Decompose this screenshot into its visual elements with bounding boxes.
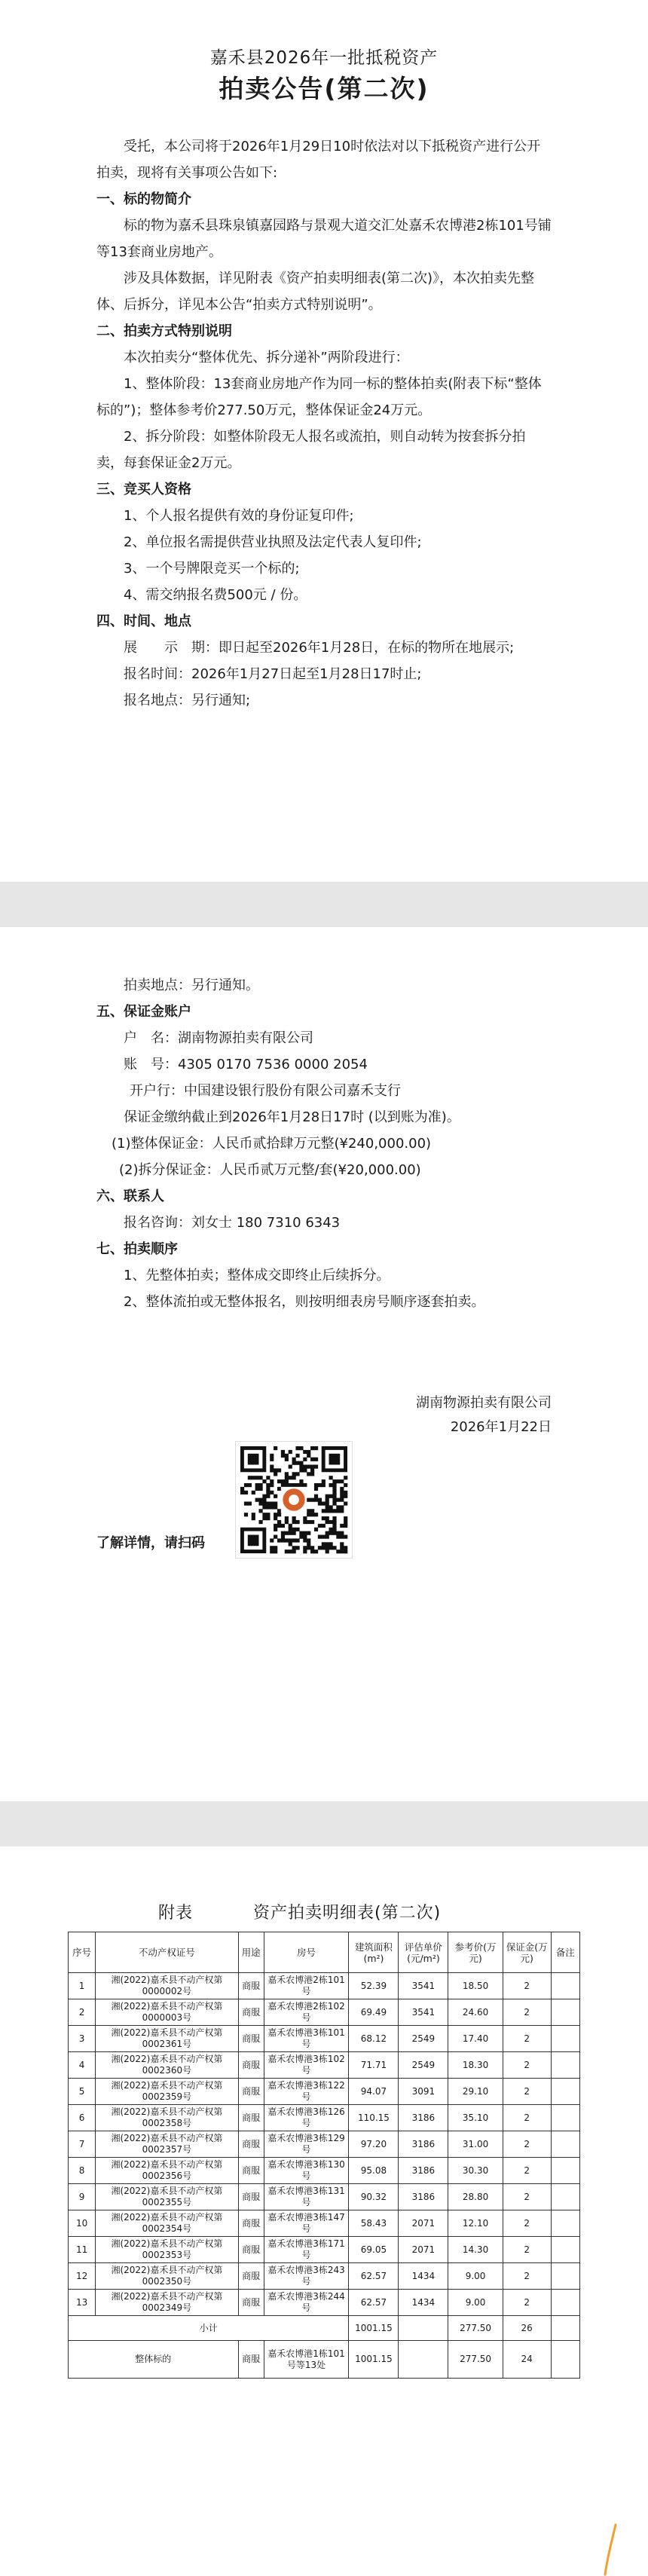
row-note [551, 2263, 579, 2290]
table-row [69, 2026, 580, 2052]
row-ref-price: 35.10 [448, 2105, 503, 2131]
row-use: 商服 [238, 2263, 264, 2290]
row-area: 110.15 [349, 2105, 399, 2131]
display-period: 展 示 期：即日起至2026年1月28日，在标的物所在地展示; [124, 640, 515, 656]
qr-code[interactable] [235, 1441, 353, 1559]
section-7-paragraph-1: 1、先整体拍卖；整体成交即终止后续拆分。 [124, 1268, 390, 1283]
row-room: 嘉禾农博港3栋171号 [264, 2237, 349, 2263]
row-note [551, 2237, 579, 2263]
column-header: 评估单价(元/m²) [399, 1932, 448, 1973]
whole-lot-deposit: 24 [503, 2341, 551, 2379]
row-cert: 湘(2022)嘉禾县不动产权第0000002号 [96, 1973, 238, 1999]
notice-body-page2 [96, 972, 552, 1315]
row-note [551, 2026, 579, 2052]
column-header: 保证金(万元) [503, 1932, 551, 1973]
row-seq: 1 [69, 1973, 96, 1999]
whole-lot-room: 嘉禾农博港1栋101号等13处 [264, 2341, 349, 2379]
row-note [551, 2079, 579, 2105]
whole-lot-area: 1001.15 [349, 2341, 399, 2379]
row-room: 嘉禾农博港2栋101号 [264, 1973, 349, 1999]
row-note [551, 2105, 579, 2131]
row-note [551, 1999, 579, 2026]
row-unit-price: 3186 [399, 2131, 448, 2158]
subtotal-area: 1001.15 [349, 2316, 399, 2341]
subtotal-label: 小计 [69, 2316, 349, 2341]
row-unit-price: 3186 [399, 2105, 448, 2131]
section-2-paragraph-2: 1、整体阶段：13套商业房地产作为同一标的整体拍卖(附表下标“整体标的”)；整体参考价277.50万元，整体保证金24万元。 [96, 376, 542, 418]
row-room: 嘉禾农博港3栋130号 [264, 2158, 349, 2184]
appendix-title [158, 1900, 501, 1923]
subtotal-ref: 277.50 [448, 2316, 503, 2341]
table-row [69, 1999, 580, 2026]
row-area: 69.05 [349, 2237, 399, 2263]
row-use: 商服 [238, 1973, 264, 1999]
row-unit-price: 3541 [399, 1973, 448, 1999]
row-deposit: 2 [503, 1999, 551, 2026]
row-room: 嘉禾农博港3栋122号 [264, 2079, 349, 2105]
asset-table [68, 1932, 580, 2379]
row-area: 95.08 [349, 2158, 399, 2184]
row-area: 62.57 [349, 2290, 399, 2316]
table-row [69, 2158, 580, 2184]
row-seq: 5 [69, 2079, 96, 2105]
appendix-label: 附表 [158, 1904, 194, 1923]
row-seq: 13 [69, 2290, 96, 2316]
row-ref-price: 24.60 [448, 1999, 503, 2026]
row-unit-price: 3186 [399, 2158, 448, 2184]
notice-body-page1 [96, 133, 552, 714]
row-cert: 湘(2022)嘉禾县不动产权第0002358号 [96, 2105, 238, 2131]
row-seq: 12 [69, 2263, 96, 2290]
signature-block [416, 1391, 552, 1439]
row-unit-price: 3541 [399, 1999, 448, 2026]
row-note [551, 2290, 579, 2316]
row-seq: 2 [69, 1999, 96, 2026]
account-name: 户 名：湖南物源拍卖有限公司 [124, 1030, 313, 1046]
row-cert: 湘(2022)嘉禾县不动产权第0002359号 [96, 2079, 238, 2105]
section-2-paragraph-1: 本次拍卖分“整体优先、拆分递补”两阶段进行： [124, 350, 409, 366]
row-cert: 湘(2022)嘉禾县不动产权第0002353号 [96, 2237, 238, 2263]
whole-lot-row [69, 2341, 580, 2379]
row-room: 嘉禾农博港3栋126号 [264, 2105, 349, 2131]
table-row [69, 2263, 580, 2290]
row-note [551, 2158, 579, 2184]
contact-line: 报名咨询：刘女士 180 7310 6343 [124, 1215, 341, 1231]
row-area: 58.43 [349, 2210, 399, 2237]
column-header: 房号 [264, 1932, 349, 1973]
row-seq: 3 [69, 2026, 96, 2052]
row-area: 94.07 [349, 2079, 399, 2105]
row-note [551, 2131, 579, 2158]
table-row [69, 2131, 580, 2158]
row-room: 嘉禾农博港3栋101号 [264, 2026, 349, 2052]
section-5-heading: 五、保证金账户 [96, 1004, 191, 1020]
page-gap [0, 882, 648, 927]
row-use: 商服 [238, 2290, 264, 2316]
section-1-paragraph-1: 标的物为嘉禾县珠泉镇嘉园路与景观大道交汇处嘉禾农博港2栋101号铺等13套商业房地产。 [96, 218, 552, 260]
row-deposit: 2 [503, 2026, 551, 2052]
row-cert: 湘(2022)嘉禾县不动产权第0002355号 [96, 2184, 238, 2210]
qr-caption: 了解详情，请扫码 [96, 1535, 205, 1551]
table-row [69, 2210, 580, 2237]
row-cert: 湘(2022)嘉禾县不动产权第0002354号 [96, 2210, 238, 2237]
registration-place: 报名地点：另行通知; [124, 693, 251, 708]
table-row [69, 2290, 580, 2316]
row-ref-price: 9.00 [448, 2290, 503, 2316]
whole-lot-label: 整体标的 [69, 2341, 239, 2379]
table-cell [551, 2316, 579, 2341]
row-deposit: 2 [503, 2263, 551, 2290]
row-use: 商服 [238, 2210, 264, 2237]
row-unit-price: 2071 [399, 2210, 448, 2237]
row-ref-price: 14.30 [448, 2237, 503, 2263]
section-2-heading: 二、拍卖方式特别说明 [96, 323, 232, 339]
column-header: 用途 [238, 1932, 264, 1973]
row-seq: 7 [69, 2131, 96, 2158]
row-deposit: 2 [503, 2210, 551, 2237]
row-area: 69.49 [349, 1999, 399, 2026]
section-1-paragraph-2: 涉及具体数据，详见附表《资产拍卖明细表(第二次)》，本次拍卖先整体、后拆分，详见本公告“拍卖方式特别说明”。 [96, 271, 535, 313]
pen-mark [599, 2523, 622, 2576]
row-cert: 湘(2022)嘉禾县不动产权第0002349号 [96, 2290, 238, 2316]
row-room: 嘉禾农博港3栋244号 [264, 2290, 349, 2316]
section-6-heading: 六、联系人 [96, 1189, 164, 1204]
row-room: 嘉禾农博港2栋102号 [264, 1999, 349, 2026]
row-area: 71.71 [349, 2052, 399, 2079]
list-item: 4、需交纳报名费500元 / 份。 [124, 587, 307, 603]
section-7-heading: 七、拍卖顺序 [96, 1241, 178, 1257]
row-use: 商服 [238, 2052, 264, 2079]
row-room: 嘉禾农博港3栋129号 [264, 2131, 349, 2158]
row-room: 嘉禾农博港3栋243号 [264, 2263, 349, 2290]
row-cert: 湘(2022)嘉禾县不动产权第0002360号 [96, 2052, 238, 2079]
row-area: 68.12 [349, 2026, 399, 2052]
row-deposit: 2 [503, 2052, 551, 2079]
row-use: 商服 [238, 2026, 264, 2052]
table-header-row [69, 1932, 580, 1973]
column-header: 不动产权证号 [96, 1932, 238, 1973]
row-seq: 11 [69, 2237, 96, 2263]
auction-place: 拍卖地点：另行通知。 [124, 977, 259, 993]
deposit-split: (2)拆分保证金：人民币贰万元整/套(¥20,000.00) [119, 1162, 421, 1178]
row-room: 嘉禾农博港3栋102号 [264, 2052, 349, 2079]
table-row [69, 2052, 580, 2079]
row-deposit: 2 [503, 2079, 551, 2105]
section-1-heading: 一、标的物简介 [96, 191, 191, 207]
notice-title: 拍卖公告(第二次) [219, 74, 429, 103]
row-use: 商服 [238, 2184, 264, 2210]
row-area: 97.20 [349, 2131, 399, 2158]
row-use: 商服 [238, 1999, 264, 2026]
row-note [551, 2052, 579, 2079]
row-seq: 8 [69, 2158, 96, 2184]
row-deposit: 2 [503, 2158, 551, 2184]
section-2-paragraph-3: 2、拆分阶段：如整体阶段无人报名或流拍，则自动转为按套拆分拍卖，每套保证金2万元。 [96, 429, 526, 471]
row-deposit: 2 [503, 2237, 551, 2263]
deposit-whole: (1)整体保证金：人民币贰拾肆万元整(¥240,000.00) [112, 1136, 432, 1152]
row-deposit: 2 [503, 2184, 551, 2210]
table-cell [399, 2316, 448, 2341]
company-name: 湖南物源拍卖有限公司 [416, 1395, 552, 1411]
row-seq: 10 [69, 2210, 96, 2237]
row-unit-price: 3091 [399, 2079, 448, 2105]
row-ref-price: 31.00 [448, 2131, 503, 2158]
intro-paragraph: 受托，本公司将于2026年1月29日10时依法对以下抵税资产进行公开拍卖，现将有关事项公告如下: [96, 139, 541, 181]
row-ref-price: 18.30 [448, 2052, 503, 2079]
column-header: 备注 [551, 1932, 579, 1973]
section-3-heading: 三、竞买人资格 [96, 482, 191, 497]
row-seq: 9 [69, 2184, 96, 2210]
appendix-table-title: 资产拍卖明细表(第二次) [253, 1904, 442, 1923]
row-unit-price: 2549 [399, 2026, 448, 2052]
column-header: 参考价(万元) [448, 1932, 503, 1973]
row-use: 商服 [238, 2237, 264, 2263]
row-unit-price: 3186 [399, 2184, 448, 2210]
row-deposit: 2 [503, 2105, 551, 2131]
row-area: 90.32 [349, 2184, 399, 2210]
whole-lot-ref: 277.50 [448, 2341, 503, 2379]
row-ref-price: 12.10 [448, 2210, 503, 2237]
row-cert: 湘(2022)嘉禾县不动产权第0002350号 [96, 2263, 238, 2290]
list-item: 1、个人报名提供有效的身份证复印件; [124, 508, 354, 524]
qr-code-image [236, 1442, 352, 1558]
row-room: 嘉禾农博港3栋147号 [264, 2210, 349, 2237]
row-ref-price: 9.00 [448, 2263, 503, 2290]
deposit-deadline: 保证金缴纳截止到2026年1月28日17时 (以到账为准)。 [124, 1109, 460, 1125]
row-note [551, 2184, 579, 2210]
section-4-heading: 四、时间、地点 [96, 613, 191, 629]
row-area: 52.39 [349, 1973, 399, 1999]
row-note [551, 2210, 579, 2237]
table-row [69, 2237, 580, 2263]
notice-subtitle: 嘉禾县2026年一批抵税资产 [209, 48, 439, 68]
row-ref-price: 17.40 [448, 2026, 503, 2052]
row-seq: 4 [69, 2052, 96, 2079]
row-unit-price: 2549 [399, 2052, 448, 2079]
registration-time: 报名时间：2026年1月27日起至1月28日17时止; [124, 666, 422, 682]
page-gap [0, 1801, 648, 1846]
row-cert: 湘(2022)嘉禾县不动产权第0002361号 [96, 2026, 238, 2052]
row-unit-price: 2071 [399, 2237, 448, 2263]
row-unit-price: 1434 [399, 2290, 448, 2316]
row-use: 商服 [238, 2158, 264, 2184]
row-ref-price: 18.50 [448, 1973, 503, 1999]
row-deposit: 2 [503, 2131, 551, 2158]
row-note [551, 1973, 579, 1999]
column-header: 序号 [69, 1932, 96, 1973]
row-use: 商服 [238, 2079, 264, 2105]
list-item: 2、单位报名需提供营业执照及法定代表人复印件; [124, 534, 422, 550]
table-cell [399, 2341, 448, 2379]
table-row [69, 2184, 580, 2210]
row-area: 62.57 [349, 2263, 399, 2290]
subtotal-deposit: 26 [503, 2316, 551, 2341]
account-number: 账 号：4305 0170 7536 0000 2054 [124, 1057, 368, 1072]
table-cell [551, 2341, 579, 2379]
row-cert: 湘(2022)嘉禾县不动产权第0002357号 [96, 2131, 238, 2158]
subtotal-row [69, 2316, 580, 2341]
column-header: 建筑面积(m²) [349, 1932, 399, 1973]
row-cert: 湘(2022)嘉禾县不动产权第0002356号 [96, 2158, 238, 2184]
notice-date: 2026年1月22日 [450, 1419, 552, 1435]
whole-lot-use: 商服 [238, 2341, 264, 2379]
row-room: 嘉禾农博港3栋131号 [264, 2184, 349, 2210]
row-use: 商服 [238, 2105, 264, 2131]
section-7-paragraph-2: 2、整体流拍或无整体报名，则按明细表房号顺序逐套拍卖。 [124, 1294, 485, 1310]
row-use: 商服 [238, 2131, 264, 2158]
table-row [69, 1973, 580, 1999]
row-seq: 6 [69, 2105, 96, 2131]
row-deposit: 2 [503, 2290, 551, 2316]
list-item: 3、一个号牌限竞买一个标的; [124, 561, 300, 577]
row-unit-price: 1434 [399, 2263, 448, 2290]
row-ref-price: 28.80 [448, 2184, 503, 2210]
table-row [69, 2079, 580, 2105]
account-bank: 开户行：中国建设银行股份有限公司嘉禾支行 [130, 1083, 401, 1099]
row-cert: 湘(2022)嘉禾县不动产权第0000003号 [96, 1999, 238, 2026]
row-deposit: 2 [503, 1973, 551, 1999]
row-ref-price: 30.30 [448, 2158, 503, 2184]
row-ref-price: 29.10 [448, 2079, 503, 2105]
table-row [69, 2105, 580, 2131]
